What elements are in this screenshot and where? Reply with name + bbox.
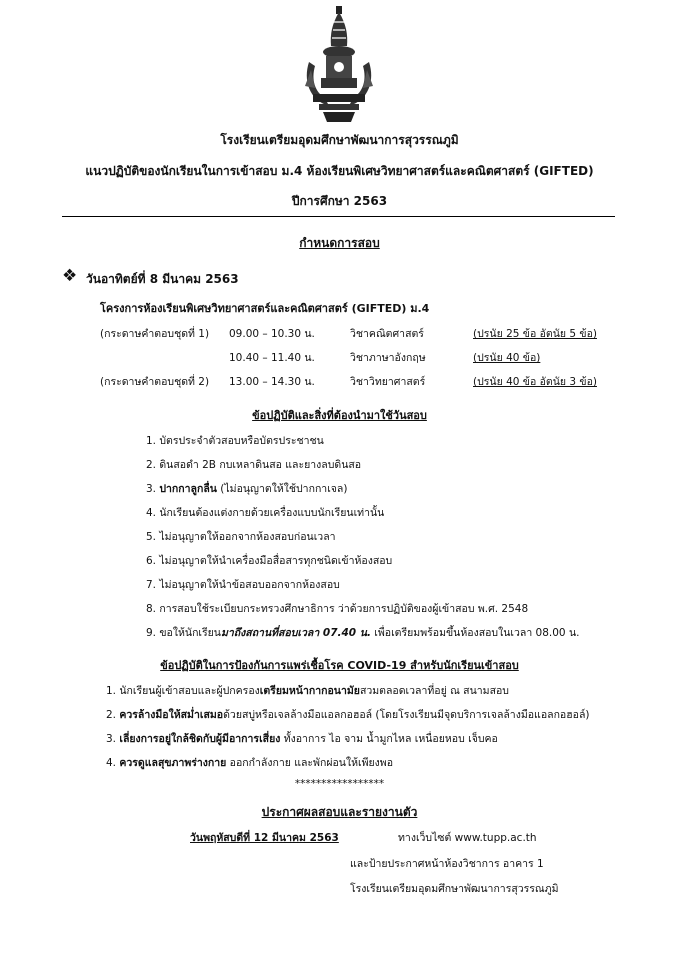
answer-sheet-1-label: (กระดาษคำตอบชุดที่ 1) — [100, 328, 210, 340]
covid-item-2 — [106, 706, 589, 723]
rule-item-9-emphasis: มาถึงสถานที่สอบเวลา 07.40 น. — [220, 627, 371, 639]
covid-item-3-number: 3. — [106, 733, 120, 745]
answer-sheet-2-label: (กระดาษคำตอบชุดที่ 2) — [100, 376, 210, 388]
subject-1: วิชาคณิตศาสตร์ — [350, 328, 424, 340]
rule-item-5: 5. ไม่อนุญาตให้ออกจากห้องสอบก่อนเวลา — [146, 531, 336, 543]
rule-item-2: 2. ดินสอดำ 2B กบเหลาดินสอ และยางลบดินสอ — [146, 459, 362, 471]
covid-item-1-rest: สวมตลอดเวลาที่อยู่ ณ สนามสอบ — [359, 685, 509, 697]
asterisk-separator: ***************** — [294, 778, 385, 790]
rule-item-9 — [146, 624, 579, 641]
subject-1-detail: (ปรนัย 25 ข้อ อัตนัย 5 ข้อ) — [473, 328, 597, 340]
header-divider — [62, 216, 615, 217]
covid-item-3 — [106, 730, 498, 747]
rule-item-3-number: 3. — [146, 483, 160, 495]
rule-item-9-start: 9. ขอให้นักเรียน — [146, 627, 221, 639]
announcement-title: ประกาศผลสอบและรายงานตัว — [261, 805, 418, 819]
rule-item-3-rest: (ไม่อนุญาตให้ใช้ปากกาเจล) — [216, 483, 348, 495]
time-slot-1: 09.00 – 10.30 น. — [229, 328, 315, 340]
covid-item-3-rest: ทั้งอาการ ไอ จาม น้ำมูกไหล เหนื่อยหอบ เจ็บคอ — [280, 733, 498, 745]
rule-item-6: 6. ไม่อนุญาตให้นำเครื่องมือสื่อสารทุกชนิดเข้าห้องสอบ — [146, 555, 393, 567]
document-subtitle: แนวปฏิบัติของนักเรียนในการเข้าสอบ ม.4 ห้องเรียนพิเศษวิทยาศาสตร์และคณิตศาสตร์ (GIFTED) — [85, 164, 594, 178]
rule-item-3-emphasis: ปากกาลูกลื่น — [159, 483, 217, 495]
covid-item-4-emphasis: ควรดูแลสุขภาพร่างกาย — [119, 757, 227, 769]
schedule-title: กำหนดการสอบ — [299, 236, 380, 250]
covid-item-3-emphasis: เลี่ยงการอยู่ใกล้ชิดกับผู้มีอาการเสี่ยง — [119, 733, 281, 745]
subject-3-detail: (ปรนัย 40 ข้อ อัตนัย 3 ข้อ) — [473, 376, 597, 388]
school-name-heading: โรงเรียนเตรียมอุดมศึกษาพัฒนาการสุวรรณภูมิ — [220, 133, 459, 147]
covid-item-2-number: 2. — [106, 709, 120, 721]
announcement-school: โรงเรียนเตรียมอุดมศึกษาพัฒนาการสุวรรณภูมิ — [350, 883, 559, 895]
academic-year: ปีการศึกษา 2563 — [291, 194, 388, 208]
covid-title: ข้อปฏิบัติในการป้องกันการแพร่เชื้อโรค COVID-19 สำหรับนักเรียนเข้าสอบ — [160, 659, 519, 672]
diamond-bullet-icon: ❖ — [62, 266, 78, 286]
rule-item-8: 8. การสอบใช้ระเบียบกระทรวงศึกษาธิการ ว่าด้วยการปฏิบัติของผู้เข้าสอบ พ.ศ. 2548 — [146, 603, 529, 615]
time-slot-3: 13.00 – 14.30 น. — [229, 376, 315, 388]
program-name: โครงการห้องเรียนพิเศษวิทยาศาสตร์และคณิตศาสตร์ (GIFTED) ม.4 — [100, 302, 430, 315]
exam-date: วันอาทิตย์ที่ 8 มีนาคม 2563 — [86, 272, 239, 286]
rule-item-9-rest: เพื่อเตรียมพร้อมขึ้นห้องสอบในเวลา 08.00 น. — [370, 627, 580, 639]
covid-item-4-number: 4. — [106, 757, 120, 769]
school-emblem-logo — [299, 6, 379, 124]
announcement-board: และป้ายประกาศหน้าห้องวิชาการ อาคาร 1 — [350, 858, 544, 870]
covid-item-2-emphasis: ควรล้างมือให้สม่ำเสมอ — [119, 709, 224, 721]
covid-item-4 — [106, 754, 393, 771]
subject-2: วิชาภาษาอังกฤษ — [350, 352, 426, 364]
covid-item-2-rest: ด้วยสบู่หรือเจลล้างมือแอลกอฮอล์ (โดยโรงเรียนมีจุดบริการเจลล้างมือแอลกอฮอล์) — [223, 709, 590, 721]
rule-item-7: 7. ไม่อนุญาตให้นำข้อสอบออกจากห้องสอบ — [146, 579, 340, 591]
covid-item-4-rest: ออกกำลังกาย และพักผ่อนให้เพียงพอ — [226, 757, 394, 769]
covid-item-1 — [106, 682, 509, 699]
time-slot-2: 10.40 – 11.40 น. — [229, 352, 315, 364]
rule-item-4: 4. นักเรียนต้องแต่งกายด้วยเครื่องแบบนักเรียนเท่านั้น — [146, 507, 385, 519]
subject-3: วิชาวิทยาศาสตร์ — [350, 376, 426, 388]
rule-item-3 — [146, 480, 347, 497]
covid-item-1-start: 1. นักเรียนผู้เข้าสอบและผู้ปกครอง — [106, 685, 260, 697]
announcement-website: ทางเว็บไซต์ www.tupp.ac.th — [398, 832, 537, 844]
rules-title: ข้อปฏิบัติและสิ่งที่ต้องนำมาใช้วันสอบ — [252, 409, 427, 422]
announcement-date: วันพฤหัสบดีที่ 12 มีนาคม 2563 — [190, 832, 339, 844]
rule-item-1: 1. บัตรประจำตัวสอบหรือบัตรประชาชน — [146, 435, 324, 447]
covid-item-1-emphasis: เตรียมหน้ากากอนามัย — [259, 685, 360, 697]
subject-2-detail: (ปรนัย 40 ข้อ) — [473, 352, 541, 364]
